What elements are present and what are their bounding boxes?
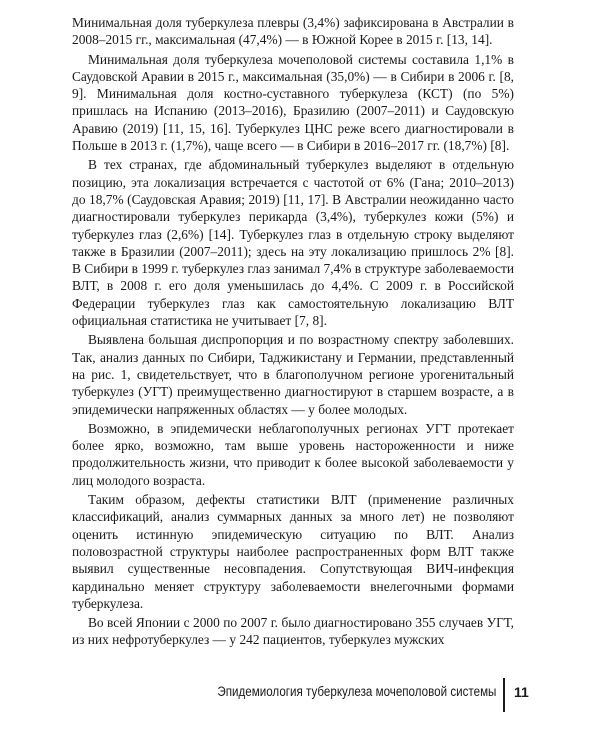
paragraph-age-disproportion: Выявлена большая диспропорция и по возрастному спектру заболевших. Так, анализ данных по Сибири, Таджикистану и Германии, представленный на рис. 1, свидетельствует, что в благополучном регионе урогенитальный туберкулез (УГТ) преимущественно диагностируют в старшем возрасте, а в эпидемически напряженных областях — у более молодых.: [72, 332, 514, 417]
paragraph-regional-hypothesis: Возможно, в эпидемически неблагополучных регионах УГТ протекает более ярко, возможно, там выше уровень настороженности и ниже продолжительность жизни, что приводит к более высокой заболеваемости у лиц молодого возраста.: [72, 420, 514, 488]
running-title: Эпидемиология туберкулеза мочеполовой системы: [217, 684, 496, 699]
paragraph-statistics-defects: Таким образом, дефекты статистики ВЛТ (применение различных классификаций, анализ суммарных данных за много лет) не позволяют оценить истинную эпидемическую ситуацию по ВЛТ. Анализ половозрастной структуры наиболее распространенных форм ВЛТ также выявил существенные несовпадения. Сопутствующая ВИЧ-инфекция кардинально меняет структуру заболеваемости внелегочными формами туберкулеза.: [72, 492, 514, 611]
body-text: [72, 14, 514, 651]
paragraph-urogenital-share: Минимальная доля туберкулеза мочеполовой системы составила 1,1% в Саудовской Аравии в 2015 г., максимальная (35,0%) — в Сибири в 2006 г. [8, 9]. Минимальная доля костно-суставного туберкулеза (КСТ) (по 5%) пришлась на Испанию (2013–2016), Бразилию (2007–2011) и Саудовскую Аравию (2019) [11, 15, 16]. Туберкулез ЦНС реже всего диагностировали в Польше в 2013 г. (1,7%), чаще всего — в Сибири в 2016–2017 гг. (18,7%) [8].: [72, 51, 514, 154]
paragraph-pleural-tb: Минимальная доля туберкулеза плевры (3,4%) зафиксирована в Австралии в 2008–2015 гг., максимальная (47,4%) — в Южной Корее в 2015 г. [13, 14].: [72, 15, 514, 48]
page-number: 11: [514, 684, 529, 700]
paragraph-japan-data: Во всей Японии с 2000 по 2007 г. было диагностировано 355 случаев УГТ, из них нефротуберкулез — у 242 пациентов, туберкулез мужских: [72, 615, 514, 648]
footer-divider: [503, 678, 505, 712]
paragraph-abdominal-tb: В тех странах, где абдоминальный туберкулез выделяют в отдельную позицию, эта локализация встречается с частотой от 6% (Гана; 2010–2013) до 18,7% (Саудовская Аравия; 2019) [11, 17]. В Австралии неожиданно часто диагностировали туберкулез перикарда (3,4%), туберкулез кожи (5%) и туберкулез глаз (2,6%) [14]. Туберкулез глаз в отдельную строку выделяют также в Бразилии (2007–2011); здесь на эту локализацию пришлось 2% [8]. В Сибири в 1999 г. туберкулез глаз занимал 7,4% в структуре заболеваемости ВЛТ, в 2008 г. его доля уменьшилась до 4,4%. С 2009 г. в Российской Федерации туберкулез глаз как самостоятельную локализацию ВЛТ официальная статистика не учитывает [7, 8].: [72, 157, 514, 329]
page-footer: [0, 678, 600, 724]
